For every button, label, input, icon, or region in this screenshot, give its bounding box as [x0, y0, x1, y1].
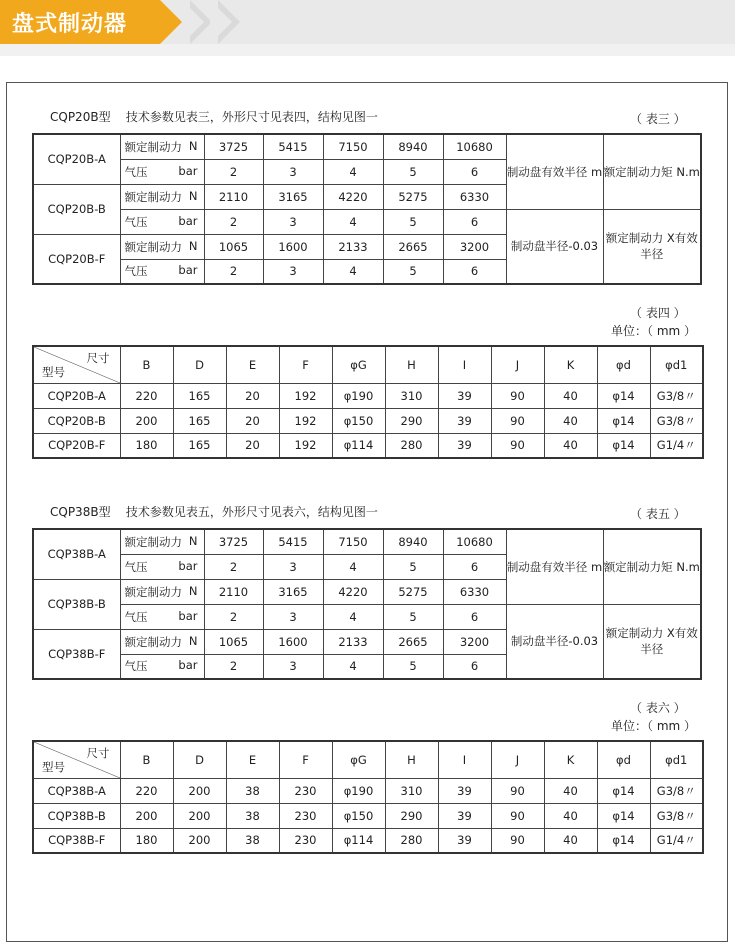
- pressure-label-cell: [120, 604, 204, 629]
- dimension-value: 20: [226, 408, 279, 433]
- dimension-value: 200: [120, 803, 173, 828]
- pressure-value: 3: [263, 604, 323, 629]
- model-cell: CQP20B-A: [33, 134, 120, 184]
- column-header: B: [120, 346, 173, 383]
- pressure-value: 2: [204, 554, 263, 579]
- corner-header: [33, 346, 120, 383]
- force-value: 3725: [204, 529, 263, 554]
- pressure-value: 4: [323, 654, 383, 679]
- dimension-value: 40: [544, 433, 597, 458]
- dimension-value: φ14: [597, 408, 650, 433]
- dimension-value: 192: [279, 433, 332, 458]
- table-row: [33, 529, 701, 554]
- radius-label-cell: 制动盘有效半径 m: [506, 529, 603, 604]
- dimension-value: 90: [491, 778, 544, 803]
- dimension-value: 39: [438, 828, 491, 853]
- table-row: [33, 408, 703, 433]
- column-header: J: [491, 741, 544, 778]
- corner-bottom-label: 型号: [42, 759, 65, 774]
- force-unit: N: [188, 188, 198, 203]
- model-cell: CQP20B-A: [33, 383, 120, 408]
- column-header: K: [544, 741, 597, 778]
- force-value: 6330: [443, 579, 506, 604]
- dimension-value: φ14: [597, 383, 650, 408]
- model-cell: CQP38B-B: [33, 803, 120, 828]
- column-header: D: [173, 741, 226, 778]
- pressure-value: 6: [443, 209, 506, 234]
- force-value: 5275: [383, 184, 443, 209]
- dimension-value: 200: [173, 778, 226, 803]
- force-value: 1600: [263, 629, 323, 654]
- force-value: 2110: [204, 579, 263, 604]
- table-row: [33, 778, 703, 803]
- dimension-value: 290: [385, 408, 438, 433]
- dimension-value: 230: [279, 828, 332, 853]
- table-tag: （ 表三 ）: [630, 112, 686, 126]
- pressure-value: 4: [323, 554, 383, 579]
- pressure-label: 气压: [124, 164, 148, 179]
- dimension-value: 39: [438, 408, 491, 433]
- dimension-value: 38: [226, 778, 279, 803]
- dimension-value: 230: [279, 803, 332, 828]
- column-header: B: [120, 741, 173, 778]
- header-row: [33, 741, 703, 778]
- force-label-cell: [120, 629, 204, 654]
- force-value: 7150: [323, 134, 383, 159]
- corner-top-label: 尺寸: [86, 746, 110, 760]
- dimension-value: φ14: [597, 803, 650, 828]
- force-unit: N: [188, 138, 198, 153]
- corner-header: [33, 741, 120, 778]
- column-header: φd1: [650, 346, 703, 383]
- dimension-value: G1/4〃: [650, 433, 703, 458]
- pressure-value: 5: [383, 209, 443, 234]
- dimension-value: φ114: [332, 433, 385, 458]
- page-title: 盘式制动器: [12, 12, 128, 37]
- column-header: E: [226, 346, 279, 383]
- dimension-value: 90: [491, 433, 544, 458]
- pressure-value: 6: [443, 259, 506, 284]
- header-row: [33, 346, 703, 383]
- pressure-value: 2: [204, 604, 263, 629]
- force-value: 2133: [323, 234, 383, 259]
- column-header: φG: [332, 741, 385, 778]
- pressure-value: 5: [383, 604, 443, 629]
- pressure-value: 2: [204, 654, 263, 679]
- pressure-value: 3: [263, 159, 323, 184]
- table-row: [33, 209, 701, 234]
- dimension-value: G1/4〃: [650, 828, 703, 853]
- table-tag: （ 表五 ）: [630, 507, 686, 521]
- dimension-value: 40: [544, 828, 597, 853]
- torque-label-cell: 额定制动力矩 N.m: [603, 529, 701, 604]
- force-value: 1600: [263, 234, 323, 259]
- dimension-value: 40: [544, 778, 597, 803]
- pressure-label: 气压: [124, 264, 148, 279]
- pressure-label: 气压: [124, 559, 148, 574]
- dimension-value: 90: [491, 383, 544, 408]
- dimension-value: 38: [226, 828, 279, 853]
- pressure-unit: bar: [178, 558, 198, 573]
- torque-formula-cell: 额定制动力 X有效半径: [603, 209, 701, 284]
- force-label-cell: [120, 134, 204, 159]
- section-title: CQP38B型 技术参数见表五，外形尺寸见表六，结构见图一: [50, 505, 378, 519]
- dimension-value: 90: [491, 803, 544, 828]
- column-header: F: [279, 741, 332, 778]
- force-value: 5415: [263, 134, 323, 159]
- dimension-value: 220: [120, 778, 173, 803]
- model-cell: CQP38B-F: [33, 629, 120, 679]
- dimension-value: 310: [385, 383, 438, 408]
- dimension-value: G3/8〃: [650, 778, 703, 803]
- pressure-value: 2: [204, 159, 263, 184]
- pressure-unit: bar: [178, 658, 198, 673]
- dimension-value: 290: [385, 803, 438, 828]
- dimension-value: 38: [226, 803, 279, 828]
- radius-label-cell: 制动盘有效半径 m: [506, 134, 603, 209]
- pressure-value: 3: [263, 209, 323, 234]
- dimension-value: 90: [491, 408, 544, 433]
- force-label: 额定制动力: [124, 634, 182, 649]
- force-value: 6330: [443, 184, 506, 209]
- banner-arrow-icon: [160, 0, 182, 44]
- pressure-unit: bar: [178, 163, 198, 178]
- radius-formula-cell: 制动盘半径-0.03: [506, 209, 603, 284]
- dimension-value: φ150: [332, 803, 385, 828]
- dimension-value: 180: [120, 433, 173, 458]
- dimension-value: 40: [544, 383, 597, 408]
- dimension-value: φ14: [597, 828, 650, 853]
- force-value: 4220: [323, 184, 383, 209]
- force-value: 8940: [383, 134, 443, 159]
- pressure-label: 气压: [124, 214, 148, 229]
- pressure-value: 4: [323, 259, 383, 284]
- dimension-value: 180: [120, 828, 173, 853]
- dimension-value: φ14: [597, 778, 650, 803]
- dimension-value: φ190: [332, 778, 385, 803]
- column-header: φG: [332, 346, 385, 383]
- force-unit: N: [188, 238, 198, 253]
- pressure-label-cell: [120, 209, 204, 234]
- model-cell: CQP20B-B: [33, 408, 120, 433]
- pressure-value: 3: [263, 554, 323, 579]
- dimension-value: G3/8〃: [650, 408, 703, 433]
- force-value: 3200: [443, 234, 506, 259]
- column-header: H: [385, 741, 438, 778]
- section-title: CQP20B型 技术参数见表三，外形尺寸见表四，结构见图一: [50, 110, 378, 124]
- column-header: K: [544, 346, 597, 383]
- table-row: [33, 828, 703, 853]
- model-cell: CQP20B-F: [33, 234, 120, 284]
- column-header: F: [279, 346, 332, 383]
- pressure-label-cell: [120, 159, 204, 184]
- force-value: 5415: [263, 529, 323, 554]
- force-value: 1065: [204, 629, 263, 654]
- force-label: 额定制动力: [124, 584, 182, 599]
- model-cell: CQP38B-B: [33, 579, 120, 629]
- force-unit: N: [188, 633, 198, 648]
- force-value: 2665: [383, 629, 443, 654]
- column-header: I: [438, 346, 491, 383]
- dimension-value: 200: [173, 803, 226, 828]
- pressure-value: 4: [323, 604, 383, 629]
- force-label: 额定制动力: [124, 139, 182, 154]
- pressure-value: 5: [383, 159, 443, 184]
- column-header: H: [385, 346, 438, 383]
- force-label-cell: [120, 529, 204, 554]
- force-value: 4220: [323, 579, 383, 604]
- pressure-value: 6: [443, 159, 506, 184]
- corner-top-label: 尺寸: [86, 351, 110, 365]
- force-value: 8940: [383, 529, 443, 554]
- dimension-value: φ14: [597, 433, 650, 458]
- dimension-value: 20: [226, 383, 279, 408]
- pressure-value: 2: [204, 209, 263, 234]
- dimension-value: φ114: [332, 828, 385, 853]
- dimension-value: 40: [544, 803, 597, 828]
- pressure-value: 5: [383, 554, 443, 579]
- dimension-value: 165: [173, 433, 226, 458]
- model-cell: CQP20B-B: [33, 184, 120, 234]
- dimension-value: 39: [438, 778, 491, 803]
- force-value: 2110: [204, 184, 263, 209]
- dimension-value: 39: [438, 803, 491, 828]
- table-row: [33, 383, 703, 408]
- force-label: 额定制动力: [124, 189, 182, 204]
- dimension-value: 90: [491, 828, 544, 853]
- dimension-value: 192: [279, 408, 332, 433]
- table-row: [33, 134, 701, 159]
- force-value: 2665: [383, 234, 443, 259]
- dimension-value: φ150: [332, 408, 385, 433]
- force-value: 10680: [443, 134, 506, 159]
- force-label-cell: [120, 579, 204, 604]
- dimension-value: 200: [173, 828, 226, 853]
- column-header: φd: [597, 741, 650, 778]
- dimension-value: 39: [438, 383, 491, 408]
- dimension-value: φ190: [332, 383, 385, 408]
- column-header: J: [491, 346, 544, 383]
- pressure-value: 2: [204, 259, 263, 284]
- unit-label: 单位：（ mm ）: [611, 719, 697, 733]
- force-value: 2133: [323, 629, 383, 654]
- pressure-value: 4: [323, 159, 383, 184]
- pressure-label: 气压: [124, 659, 148, 674]
- table-row: [33, 433, 703, 458]
- pressure-value: 5: [383, 654, 443, 679]
- force-unit: N: [188, 583, 198, 598]
- pressure-label: 气压: [124, 609, 148, 624]
- radius-formula-cell: 制动盘半径-0.03: [506, 604, 603, 679]
- dimension-value: 280: [385, 433, 438, 458]
- pressure-unit: bar: [178, 213, 198, 228]
- table-row: [33, 604, 701, 629]
- pressure-unit: bar: [178, 608, 198, 623]
- pressure-value: 6: [443, 654, 506, 679]
- pressure-label-cell: [120, 654, 204, 679]
- pressure-value: 4: [323, 209, 383, 234]
- pressure-value: 3: [263, 259, 323, 284]
- dimension-value: 192: [279, 383, 332, 408]
- dimension-value: 39: [438, 433, 491, 458]
- pressure-value: 5: [383, 259, 443, 284]
- force-label: 额定制动力: [124, 534, 182, 549]
- force-value: 3725: [204, 134, 263, 159]
- pressure-value: 6: [443, 554, 506, 579]
- torque-formula-cell: 额定制动力 X有效半径: [603, 604, 701, 679]
- torque-label-cell: 额定制动力矩 N.m: [603, 134, 701, 209]
- pressure-label-cell: [120, 554, 204, 579]
- dimensions-table: [32, 345, 704, 459]
- dimension-value: 220: [120, 383, 173, 408]
- pressure-label-cell: [120, 259, 204, 284]
- column-header: φd: [597, 346, 650, 383]
- force-value: 3165: [263, 579, 323, 604]
- model-cell: CQP38B-A: [33, 529, 120, 579]
- dimension-value: G3/8〃: [650, 803, 703, 828]
- force-value: 7150: [323, 529, 383, 554]
- pressure-unit: bar: [178, 263, 198, 278]
- dimensions-table: [32, 740, 704, 854]
- model-cell: CQP38B-F: [33, 828, 120, 853]
- model-cell: CQP20B-F: [33, 433, 120, 458]
- dimension-value: 165: [173, 408, 226, 433]
- column-header: φd1: [650, 741, 703, 778]
- unit-label: 单位：（ mm ）: [611, 324, 697, 338]
- table-tag: （ 表四 ）: [630, 306, 686, 320]
- force-unit: N: [188, 533, 198, 548]
- dimension-value: 280: [385, 828, 438, 853]
- force-value: 3200: [443, 629, 506, 654]
- dimension-value: 20: [226, 433, 279, 458]
- model-cell: CQP38B-A: [33, 778, 120, 803]
- column-header: E: [226, 741, 279, 778]
- force-label: 额定制动力: [124, 239, 182, 254]
- dimension-value: 230: [279, 778, 332, 803]
- header-banner: [0, 0, 735, 56]
- table-row: [33, 803, 703, 828]
- force-label-cell: [120, 184, 204, 209]
- force-value: 10680: [443, 529, 506, 554]
- force-value: 3165: [263, 184, 323, 209]
- tech-params-table: [32, 133, 702, 285]
- dimension-value: 165: [173, 383, 226, 408]
- dimension-value: G3/8〃: [650, 383, 703, 408]
- force-label-cell: [120, 234, 204, 259]
- column-header: D: [173, 346, 226, 383]
- dimension-value: 200: [120, 408, 173, 433]
- dimension-value: 310: [385, 778, 438, 803]
- dimension-value: 40: [544, 408, 597, 433]
- pressure-value: 6: [443, 604, 506, 629]
- pressure-value: 3: [263, 654, 323, 679]
- force-value: 1065: [204, 234, 263, 259]
- column-header: I: [438, 741, 491, 778]
- corner-bottom-label: 型号: [42, 364, 65, 379]
- force-value: 5275: [383, 579, 443, 604]
- tech-params-table: [32, 528, 702, 680]
- table-tag: （ 表六 ）: [630, 701, 686, 715]
